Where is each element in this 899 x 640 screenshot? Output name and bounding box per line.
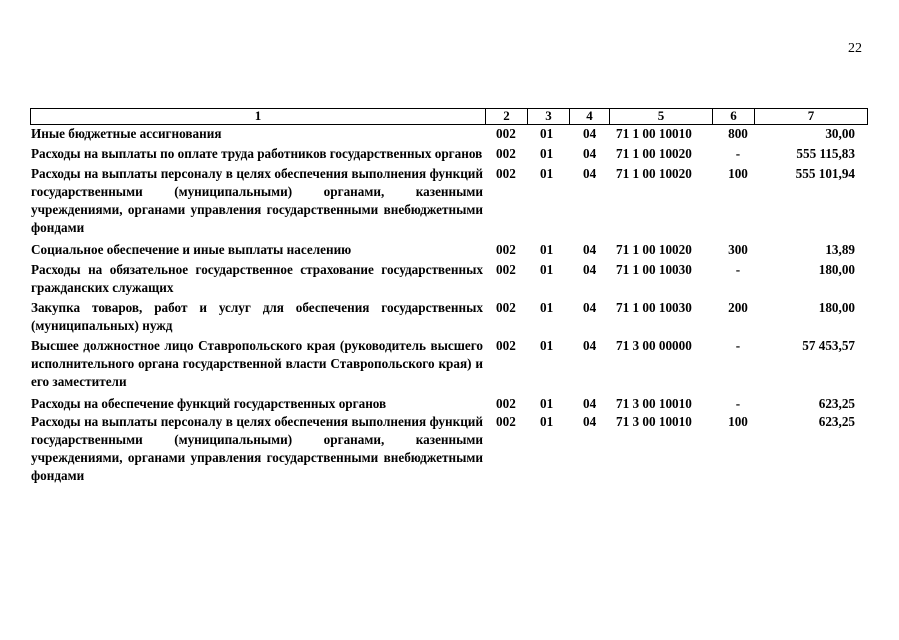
row-col-2: 002 <box>496 146 516 161</box>
row-col-2: 002 <box>496 126 516 141</box>
row-col-3: 01 <box>540 396 554 411</box>
header-col-5: 5 <box>609 108 713 125</box>
table-row <box>31 125 867 143</box>
row-col-4: 04 <box>583 146 597 161</box>
table-row <box>31 395 867 413</box>
row-col-2: 002 <box>496 396 516 411</box>
row-amount: 13,89 <box>825 242 855 257</box>
row-code: 71 1 00 10020 <box>616 146 692 161</box>
header-col-3: 3 <box>527 108 570 125</box>
row-type: 100 <box>728 166 748 181</box>
row-code: 71 1 00 10030 <box>616 300 692 315</box>
row-amount: 555 101,94 <box>795 166 855 181</box>
row-amount: 555 115,83 <box>796 146 855 161</box>
row-code: 71 3 00 00000 <box>616 338 692 353</box>
table-row <box>31 165 867 237</box>
row-col-2: 002 <box>496 338 516 353</box>
row-code: 71 1 00 10030 <box>616 262 692 277</box>
row-type: 800 <box>728 126 748 141</box>
row-description: Иные бюджетные ассигнования <box>31 126 222 141</box>
row-col-2: 002 <box>496 300 516 315</box>
row-col-3: 01 <box>540 262 554 277</box>
row-col-3: 01 <box>540 146 554 161</box>
header-col-1: 1 <box>30 108 486 125</box>
row-amount: 57 453,57 <box>802 338 855 353</box>
row-code: 71 1 00 10020 <box>616 242 692 257</box>
row-col-4: 04 <box>583 414 597 429</box>
table-row <box>31 413 867 485</box>
row-type: 300 <box>728 242 748 257</box>
row-type: 100 <box>728 414 748 429</box>
table-row <box>31 241 867 259</box>
row-type: - <box>735 146 741 161</box>
row-code: 71 3 00 10010 <box>616 396 692 411</box>
row-col-4: 04 <box>583 166 597 181</box>
row-description: Расходы на обеспечение функций государственных органов <box>31 396 387 411</box>
row-description: Расходы на обязательное государственное страхование государственных гражданских служащих <box>31 262 483 295</box>
row-amount: 30,00 <box>825 126 855 141</box>
row-col-2: 002 <box>496 414 516 429</box>
row-description: Расходы на выплаты персоналу в целях обеспечения выполнения функций государственными (муниципальными) органами, казенными учреждениями, органами управления государственными внебюджетными фондами <box>31 414 483 483</box>
row-col-2: 002 <box>496 166 516 181</box>
table-body <box>31 125 867 485</box>
row-description: Социальное обеспечение и иные выплаты населению <box>31 242 352 257</box>
row-code: 71 1 00 10020 <box>616 166 692 181</box>
row-col-3: 01 <box>540 414 554 429</box>
row-col-3: 01 <box>540 300 554 315</box>
row-col-4: 04 <box>583 126 597 141</box>
row-col-2: 002 <box>496 262 516 277</box>
row-col-4: 04 <box>583 300 597 315</box>
header-col-7: 7 <box>754 108 868 125</box>
row-type: 200 <box>728 300 748 315</box>
row-type: - <box>735 338 741 353</box>
row-amount: 180,00 <box>818 300 855 315</box>
row-description: Расходы на выплаты по оплате труда работников государственных органов <box>31 146 483 161</box>
row-type: - <box>735 396 741 411</box>
row-col-2: 002 <box>496 242 516 257</box>
header-col-4: 4 <box>569 108 610 125</box>
row-col-3: 01 <box>540 338 554 353</box>
row-col-3: 01 <box>540 166 554 181</box>
table-row <box>31 145 867 163</box>
row-col-4: 04 <box>583 338 597 353</box>
header-col-2: 2 <box>485 108 528 125</box>
page-number: 22 <box>848 41 862 56</box>
header-col-6: 6 <box>712 108 755 125</box>
row-code: 71 1 00 10010 <box>616 126 692 141</box>
row-col-3: 01 <box>540 126 554 141</box>
row-description: Закупка товаров, работ и услуг для обеспечения государственных (муниципальных) нужд <box>31 300 483 333</box>
row-amount: 623,25 <box>818 396 855 411</box>
row-col-4: 04 <box>583 262 597 277</box>
table-row <box>31 337 867 391</box>
row-col-4: 04 <box>583 242 597 257</box>
row-description: Высшее должностное лицо Ставропольского края (руководитель высшего исполнительного органа государственной власти Ставропольского края) и его заместители <box>31 338 483 389</box>
table-row <box>31 261 867 297</box>
row-amount: 623,25 <box>818 414 855 429</box>
row-description: Расходы на выплаты персоналу в целях обеспечения выполнения функций государственными (муниципальными) органами, казенными учреждениями, органами управления государственными внебюджетными фондами <box>31 166 483 235</box>
row-amount: 180,00 <box>818 262 855 277</box>
row-type: - <box>735 262 741 277</box>
row-col-4: 04 <box>583 396 597 411</box>
table-row <box>31 299 867 335</box>
row-code: 71 3 00 10010 <box>616 414 692 429</box>
row-col-3: 01 <box>540 242 554 257</box>
